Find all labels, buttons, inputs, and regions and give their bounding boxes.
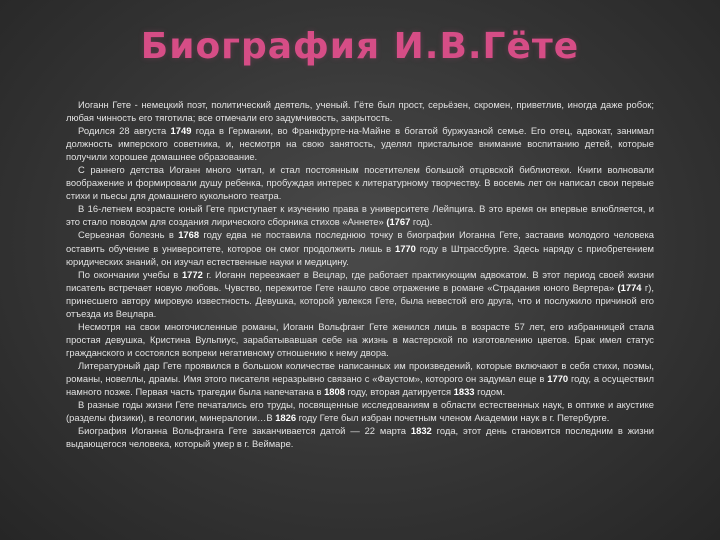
year-highlight: 1772 bbox=[181, 268, 203, 280]
paragraph-marriage: Несмотря на свои многочисленные романы, Иоганн Вольфганг Гете женился лишь в возрасте 57 лет, его избранницей стала простая девушка, Кристина Вульпиус, зарабатывавшая себе на жизнь в мастерской по изготовлению цветов. Брак имел статус гражданского и состоялся вопреки негативному отношению к нему двора. bbox=[66, 320, 654, 358]
year-highlight: (1774 bbox=[617, 281, 642, 293]
paragraph-birth: Родился 28 августа 1749 года в Германии, во Франкфурте-на-Майне в богатой буржуазной семье. Его отец, адвокат, занимал должность имперского советника, и, несмотря на свою занятость, уделял пристальное внимание воспитанию детей, которые получили хорошее домашнее образование. bbox=[66, 125, 654, 163]
year-highlight: (1767 bbox=[386, 216, 411, 228]
year-highlight: 1808 bbox=[324, 386, 345, 398]
paragraph-childhood: С раннего детства Иоганн много читал, и стал постоянным посетителем большой отцовской библиотеки. Книги волновали воображение и формировали душу ребенка, пробуждая интерес к литературному творчеству. В восемь лет он написал свои первые стихи и пьесы для домашнего кукольного театра. bbox=[66, 164, 654, 202]
year-highlight: 1832 bbox=[410, 425, 432, 437]
paragraph-literature: Литературный дар Гете проявился в большом количестве написанных им произведений, которые включают в себя стихи, поэмы, романы, новеллы, драмы. Имя этого писателя неразрывно связано с «Фаустом», которого он задумал еще в 1770 году, а осуществил намного позже. Первая часть трагедии была напечатана в 1808 году, вторая датируется 1833 годом. bbox=[66, 359, 654, 398]
paragraph-death: Биография Иоганна Вольфганга Гете заканчивается датой — 22 марта 1832 года, этот день становится последним в жизни выдающегося человека, который умер в г. Веймаре. bbox=[66, 425, 654, 450]
year-highlight: 1770 bbox=[547, 372, 569, 384]
year-highlight: 1770 bbox=[395, 242, 416, 254]
slide-title: Биография И.В.Гёте bbox=[140, 26, 580, 67]
year-highlight: 1768 bbox=[178, 229, 200, 241]
year-highlight: 1749 bbox=[170, 125, 192, 137]
paragraph-leipzig: В 16-летнем возрасте юный Гете приступает к изучению права в университете Лейпцига. В это время он впервые влюбляется, и это стало поводом для создания лирического сборника стихов «Аннете» (1767 год). bbox=[66, 203, 654, 228]
paragraph-intro: Иоганн Гете - немецкий поэт, политический деятель, ученый. Гёте был прост, серьёзен, скромен, приветлив, иногда даже робок; любая чинность его тяготила; все отмечали его задумчивость, закрытость. bbox=[66, 99, 654, 124]
paragraph-illness: Серьезная болезнь в 1768 году едва не поставила последнюю точку в биографии Иоганна Гете, заставив молодого человека оставить обучение в университете, которое он смог продолжить лишь в 1770 году в Штрассбурге. Здесь наряду с приобретением юридических знаний, он изучал естественные науки и медицину. bbox=[66, 229, 654, 267]
year-highlight: 1826 bbox=[275, 412, 297, 424]
paragraph-wetzlar: По окончании учебы в 1772 г. Иоганн переезжает в Вецлар, где работает практикующим адвокатом. В этот период своей жизни писатель встречает новую любовь. Чувство, пережитое Гете нашло свое отражение в романе «Страдания юного Вертера» (1774 г), принесшего автору мировую известность. Девушка, которой увлекся Гете, была невестой его друга, что и послужило причиной его отъезда из Вецлара. bbox=[66, 268, 655, 319]
year-highlight: 1833 bbox=[453, 386, 475, 398]
paragraph-science: В разные годы жизни Гете печатались его труды, посвященные исследованиям в области естественных наук, в оптике и акустике (разделы физики), в геологии, минералогии…В 1826 году Гете был избран почетным членом Академии наук в г. Петербурге. bbox=[66, 399, 654, 424]
biography-text bbox=[66, 98, 654, 450]
